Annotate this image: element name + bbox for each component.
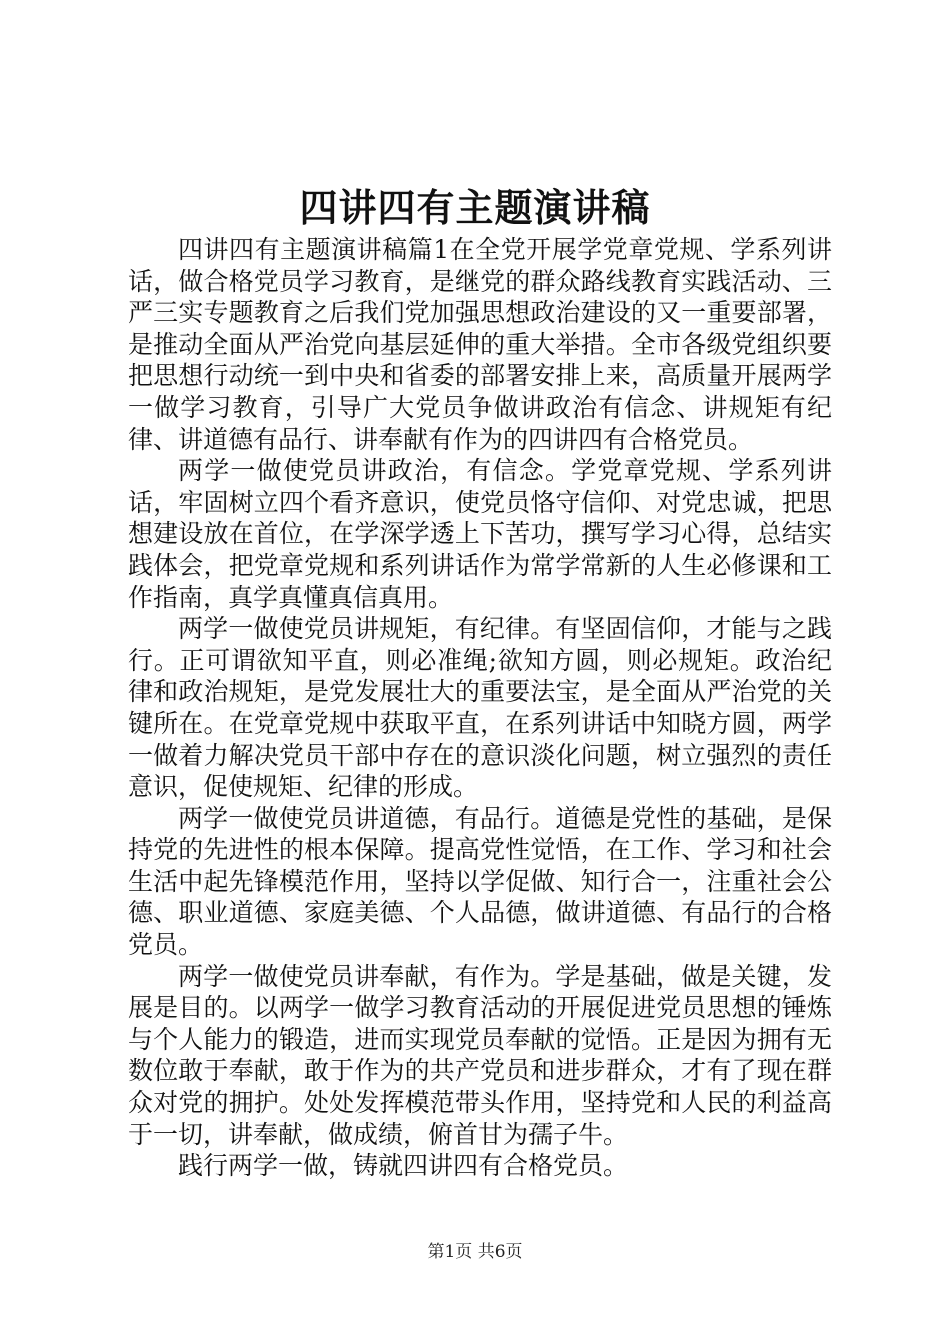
paragraph-dedication: 两学一做使党员讲奉献，有作为。学是基础，做是关键，发展是目的。以两学一做学习教育活动的开展促进党员思想的锤炼与个人能力的锻造，进而实现党员奉献的觉悟。正是因为拥有无数位敢于奉献，敢于作为的共产党员和进步群众，才有了现在群众对党的拥护。处处发挥模范带头作用，坚持党和人民的利益高于一切，讲奉献，做成绩，俯首甘为孺子牛。 bbox=[128, 961, 832, 1149]
paragraph-rules: 两学一做使党员讲规矩，有纪律。有坚固信仰，才能与之践行。正可谓欲知平直，则必准绳;欲知方圆，则必规矩。政治纪律和政治规矩，是党发展壮大的重要法宝，是全面从严治党的关键所在。在党章党规中获取平直，在系列讲话中知晓方圆，两学一做着力解决党员干部中存在的意识淡化问题，树立强烈的责任意识，促使规矩、纪律的形成。 bbox=[128, 614, 832, 802]
page-number-footer: 第1页 共6页 bbox=[427, 1242, 523, 1262]
document-body bbox=[128, 234, 832, 1182]
paragraph-intro: 四讲四有主题演讲稿篇1在全党开展学党章党规、学系列讲话，做合格党员学习教育，是继党的群众路线教育实践活动、三严三实专题教育之后我们党加强思想政治建设的又一重要部署，是推动全面从严治党向基层延伸的重大举措。全市各级党组织要把思想行动统一到中央和省委的部署安排上来，高质量开展两学一做学习教育，引导广大党员争做讲政治有信念、讲规矩有纪律、讲道德有品行、讲奉献有作为的四讲四有合格党员。 bbox=[128, 235, 832, 454]
paragraph-morality: 两学一做使党员讲道德，有品行。道德是党性的基础，是保持党的先进性的根本保障。提高党性觉悟，在工作、学习和社会生活中起先锋模范作用，坚持以学促做、知行合一，注重社会公德、职业道德、家庭美德、个人品德，做讲道德、有品行的合格党员。 bbox=[128, 803, 832, 960]
document-title: 四讲四有主题演讲稿 bbox=[299, 185, 651, 230]
paragraph-conclusion: 践行两学一做，铸就四讲四有合格党员。 bbox=[178, 1151, 629, 1181]
paragraph-politics: 两学一做使党员讲政治，有信念。学党章党规、学系列讲话，牢固树立四个看齐意识，使党员恪守信仰、对党忠诚，把思想建设放在首位，在学深学透上下苦功，撰写学习心得，总结实践体会，把党章党规和系列讲话作为常学常新的人生必修课和工作指南，真学真懂真信真用。 bbox=[128, 456, 832, 612]
